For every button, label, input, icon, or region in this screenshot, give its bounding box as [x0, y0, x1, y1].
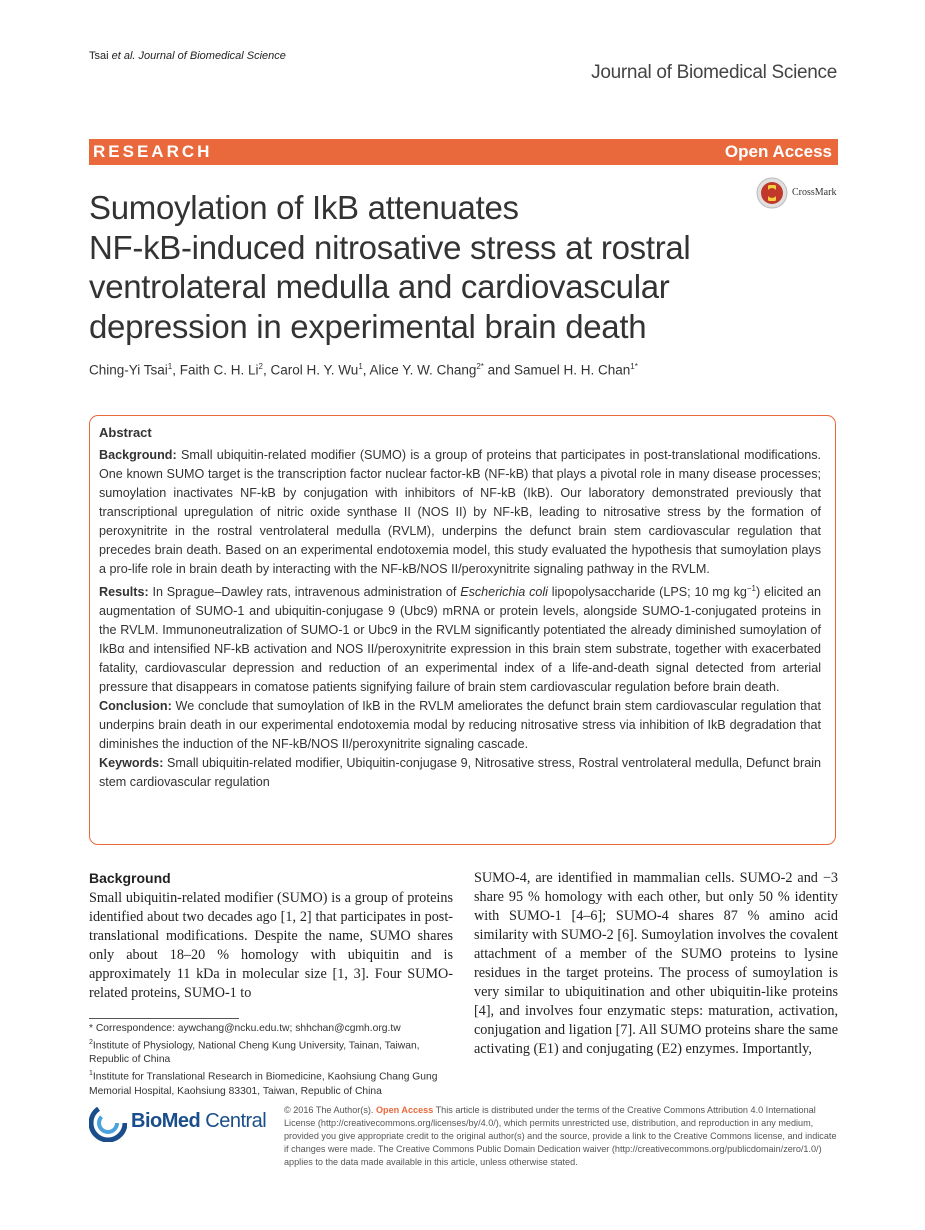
- title-line: depression in experimental brain death: [89, 307, 647, 345]
- author-name[interactable]: Carol H. Y. Wu: [270, 362, 359, 378]
- footnotes: [89, 1022, 453, 1099]
- title-line: ventrolateral medulla and cardiovascular: [89, 268, 670, 305]
- abstract-conclusion: Conclusion: We conclude that sumoylation of IkB in the RVLM ameliorates the defunct brain stem cardiovascular regulation that underpins brain death in our experimental endotoxemia modal by reducing nitrosative stress via inhibition of IkB degradation that diminishes the induction of the NF-kB/NOS II/peroxynitrite signaling cascade.: [99, 699, 821, 752]
- title-line: NF-kB-induced nitrosative stress at rostral: [89, 228, 691, 266]
- author-name[interactable]: Alice Y. W. Chang: [369, 362, 477, 378]
- abstract-background: Background: Small ubiquitin-related modifier (SUMO) is a group of proteins that participates in post-translational modifications. One known SUMO target is the transcription factor nuclear factor-kB (NF-kB) that plays a pivotal role in many disease processes; sumoylation inactivates NF-kB by conjugation with inhibitors of NF-kB (IkB). Our laboratory demonstrated previously that transcriptional upregulation of nitric oxide synthase II (NOS II) by NF-kB, leading to nitrosative stress by the formation of peroxynitrite in the rostral ventrolateral medulla (RVLM), underpins the defunct brain stem cardiovascular regulation that precedes brain death. Based on an experimental endotoxemia model, this study evaluated the hypothesis that sumoylation plays a pro-life role in brain death by interacting with the NF-kB/NOS II/peroxynitrite signaling pathway in the RVLM.: [99, 448, 821, 576]
- abstract-keywords: Keywords: Small ubiquitin-related modifier, Ubiquitin-conjugase 9, Nitrosative stress, Rostral ventrolateral medulla, Defunct brain stem cardiovascular regulation: [99, 756, 821, 790]
- author-list: Ching-Yi Tsai$^1$, Faith C. H. Li$^2$, Carol H. Y. Wu$^1$, Alice Y. W. Chang$^{2*}$ and Samuel H. H. Chan$^{1*}$: [89, 362, 638, 378]
- article-title: [89, 188, 749, 346]
- author-name[interactable]: Faith C. H. Li: [179, 362, 259, 378]
- correspondence[interactable]: * Correspondence: aywchang@ncku.edu.tw; shhchan@cgmh.org.tw: [89, 1023, 401, 1034]
- open-access-label: Open Access: [724, 142, 832, 161]
- running-head: Tsai et al. Journal of Biomedical Science: [89, 50, 286, 62]
- body-column-left: [89, 869, 453, 1003]
- body-paragraph: SUMO-4, are identified in mammalian cells. SUMO-2 and −3 share 95 % homology with each other, but only 50 % identity with SUMO-1 [4–6]; SUMO-4 shares 87 % amino acid similarity with SUMO-2 [6]. Sumoylation involves the covalent attachment of a member of the SUMO proteins to lysine residues in the target proteins. The process of sumoylation is very similar to ubiquitination and other ubiquitin-like proteins [4], and involves four enzymatic steps: maturation, activation, conjugation and ligation [7]. All SUMO proteins share the same activating (E1) and conjugating (E2) enzymes. Importantly,: [474, 870, 838, 1057]
- license-statement: © 2016 The Author(s). Open Access This article is distributed under the terms of the Creative Commons Attribution 4.0 International License (http://creativecommons.org/licenses/by/4.0/), which permits unrestricted use, distribution, and reproduction in any medium, provided you give appropriate credit to the original author(s) and the source, provide a link to the Creative Commons license, and indicate if changes were made. The Creative Commons Public Domain Dedication waiver (http://creativecommons.org/publicdomain/zero/1.0/) applies to the data made available in this article, unless otherwise stated.: [284, 1105, 837, 1167]
- crossmark-label: CrossMark: [792, 187, 837, 198]
- crossmark-badge[interactable]: [756, 177, 837, 214]
- biomed-central-wordmark: BioMed Central: [131, 1110, 267, 1132]
- article-type-label: RESEARCH: [93, 142, 213, 161]
- abstract: [99, 423, 821, 792]
- biomed-central-icon: [89, 1104, 127, 1142]
- author-name[interactable]: Ching-Yi Tsai: [89, 362, 168, 378]
- section-heading: Background: [89, 870, 171, 886]
- article-type-banner: [89, 139, 838, 165]
- body-column-right: [474, 869, 838, 1059]
- body-paragraph: Small ubiquitin-related modifier (SUMO) is a group of proteins identified about two decades ago [1, 2] that participates in post-translational modifications. Despite the name, SUMO shares only about 18–20 % homology with ubiquitin and is approximately 11 kDa in molecular size [1, 3]. Four SUMO-related proteins, SUMO-1 to: [89, 890, 453, 1001]
- affiliation: $^1$Institute for Translational Research in Biomedicine, Kaohsiung Chang Gung Memorial Hospital, Kaohsiung 83301, Taiwan, Republic of China: [89, 1070, 438, 1097]
- abstract-heading: Abstract: [99, 425, 152, 440]
- abstract-results: Results: In Sprague–Dawley rats, intravenous administration of Escherichia coli lipopolysaccharide (LPS; 10 mg $kg^{-1}$) elicited an augmentation of SUMO-1 and ubiquitin-conjugase 9 (Ubc9) mRNA or protein levels, alongside SUMO-1-conjugated proteins in the RVLM. Immunoneutralization of SUMO-1 or Ubc9 in the RVLM significantly potentiated the already diminished sumoylation of IkBα and intensified NF-kB activation and NOS II/peroxynitrite expression in this brain stem substrate, together with exacerbated fatality, cardiovascular depression and reduction of an experimental index of a life-and-death signal detected from arterial pressure that disappears in comatose patients signifying failure of brain stem cardiovascular regulation before brain death.: [99, 584, 821, 695]
- crossmark-icon: [756, 177, 788, 209]
- footnote-divider: [89, 1018, 239, 1019]
- author-name[interactable]: Samuel H. H. Chan: [513, 362, 631, 378]
- affiliation: $^2$Institute of Physiology, National Cheng Kung University, Tainan, Taiwan, Republic of China: [89, 1039, 420, 1066]
- journal-name: Journal of Biomedical Science: [591, 62, 837, 83]
- biomed-central-logo[interactable]: [89, 1104, 267, 1147]
- title-line: Sumoylation of IkB attenuates: [89, 189, 519, 226]
